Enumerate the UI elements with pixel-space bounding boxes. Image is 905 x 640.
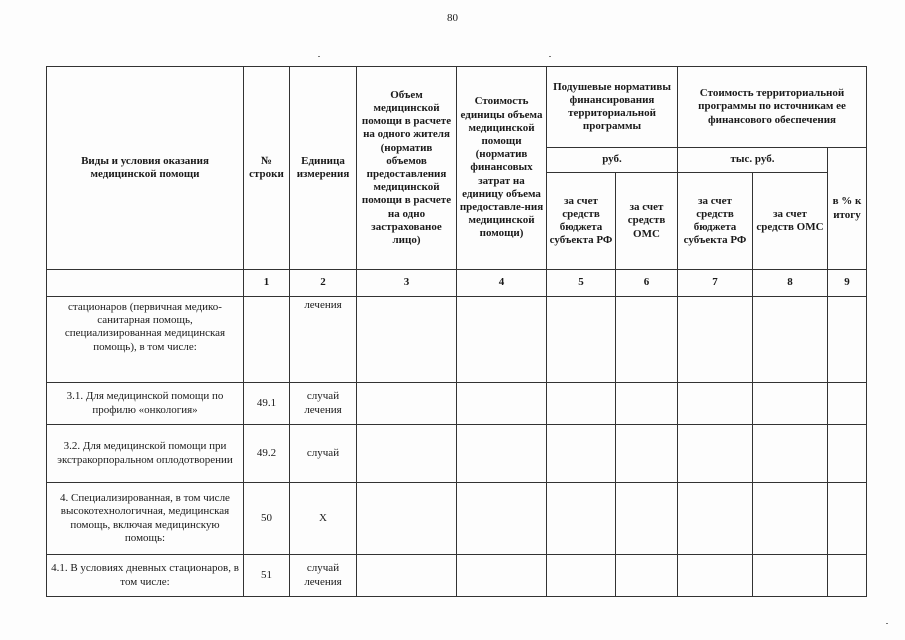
empty-cell [753,425,828,483]
empty-cell [547,483,616,555]
header-per-capita-oms: за счет средств ОМС [616,173,678,270]
header-volume: Объем медицинской помощи в расчете на одного жителя (норматив объемов предоставления медицинской помощи в расчете на одно застрахованое лицо) [357,67,457,270]
table-row [47,555,867,597]
header-unit-cost: Стоимость единицы объема медицинской помощи (норматив финансовых затрат на единицу объема предоставле-ния медицинской помощи) [457,67,547,270]
header-per-capita-group: Подушевые нормативы финансирования территориальной программы [547,67,678,148]
empty-cell [828,483,867,555]
empty-cell [616,425,678,483]
column-number: 6 [616,270,678,297]
empty-cell [678,297,753,383]
empty-cell [616,555,678,597]
empty-cell [357,383,457,425]
header-unit: Единица измерения [290,67,357,270]
empty-cell [457,425,547,483]
column-number: 3 [357,270,457,297]
row-unit: случай лечения [290,383,357,425]
header-unit-rub: руб. [547,148,678,173]
empty-cell [357,297,457,383]
empty-cell [616,383,678,425]
header-cost-budget: за счет средств бюджета субъекта РФ [678,173,753,270]
column-number: 5 [547,270,616,297]
empty-cell [457,297,547,383]
empty-cell [678,383,753,425]
scan-speck [549,56,551,57]
row-description: стационаров (первичная медико-санитарная помощь, специализированная медицинская помощь), в том числе: [47,297,244,383]
empty-cell [547,383,616,425]
empty-cell [547,555,616,597]
row-description: 3.1. Для медицинской помощи по профилю «онкология» [47,383,244,425]
scan-speck [318,56,320,57]
empty-cell [678,555,753,597]
header-cost-oms: за счет средств ОМС [753,173,828,270]
empty-cell [828,383,867,425]
empty-cell [357,425,457,483]
empty-cell [357,483,457,555]
column-number-blank [47,270,244,297]
empty-cell [547,425,616,483]
empty-cell [678,483,753,555]
empty-cell [753,555,828,597]
row-number: 50 [244,483,290,555]
empty-cell [753,297,828,383]
table-row [47,297,867,383]
row-description: 4.1. В условиях дневных стационаров, в том числе: [47,555,244,597]
row-unit: Х [290,483,357,555]
empty-cell [828,425,867,483]
column-number: 4 [457,270,547,297]
empty-cell [457,555,547,597]
header-percent: в % к итогу [828,148,867,270]
empty-cell [457,483,547,555]
column-number: 2 [290,270,357,297]
row-description: 3.2. Для медицинской помощи при экстракорпоральном оплодотворении [47,425,244,483]
header-unit-thousand-rub: тыс. руб. [678,148,828,173]
row-description: 4. Специализированная, в том числе высокотехнологичная, медицинская помощь, включая медицинскую помощь: [47,483,244,555]
row-unit: лечения [290,297,357,383]
empty-cell [357,555,457,597]
row-number: 49.2 [244,425,290,483]
row-number [244,297,290,383]
empty-cell [828,555,867,597]
column-number: 7 [678,270,753,297]
header-per-capita-budget: за счет средств бюджета субъекта РФ [547,173,616,270]
table-row [47,425,867,483]
row-number: 49.1 [244,383,290,425]
page-number: 80 [447,12,458,24]
empty-cell [828,297,867,383]
header-row-number: № строки [244,67,290,270]
row-unit: случай лечения [290,555,357,597]
header-program-cost-group: Стоимость территориальной программы по источникам ее финансового обеспечения [678,67,867,148]
empty-cell [457,383,547,425]
empty-cell [753,483,828,555]
empty-cell [616,297,678,383]
scan-speck [886,623,888,624]
table-row [47,383,867,425]
empty-cell [753,383,828,425]
empty-cell [616,483,678,555]
empty-cell [547,297,616,383]
column-number: 9 [828,270,867,297]
data-table [46,66,867,597]
column-number: 1 [244,270,290,297]
empty-cell [678,425,753,483]
column-number: 8 [753,270,828,297]
row-number: 51 [244,555,290,597]
header-kind-of-care: Виды и условия оказания медицинской помощи [47,67,244,270]
row-unit: случай [290,425,357,483]
table-row [47,483,867,555]
